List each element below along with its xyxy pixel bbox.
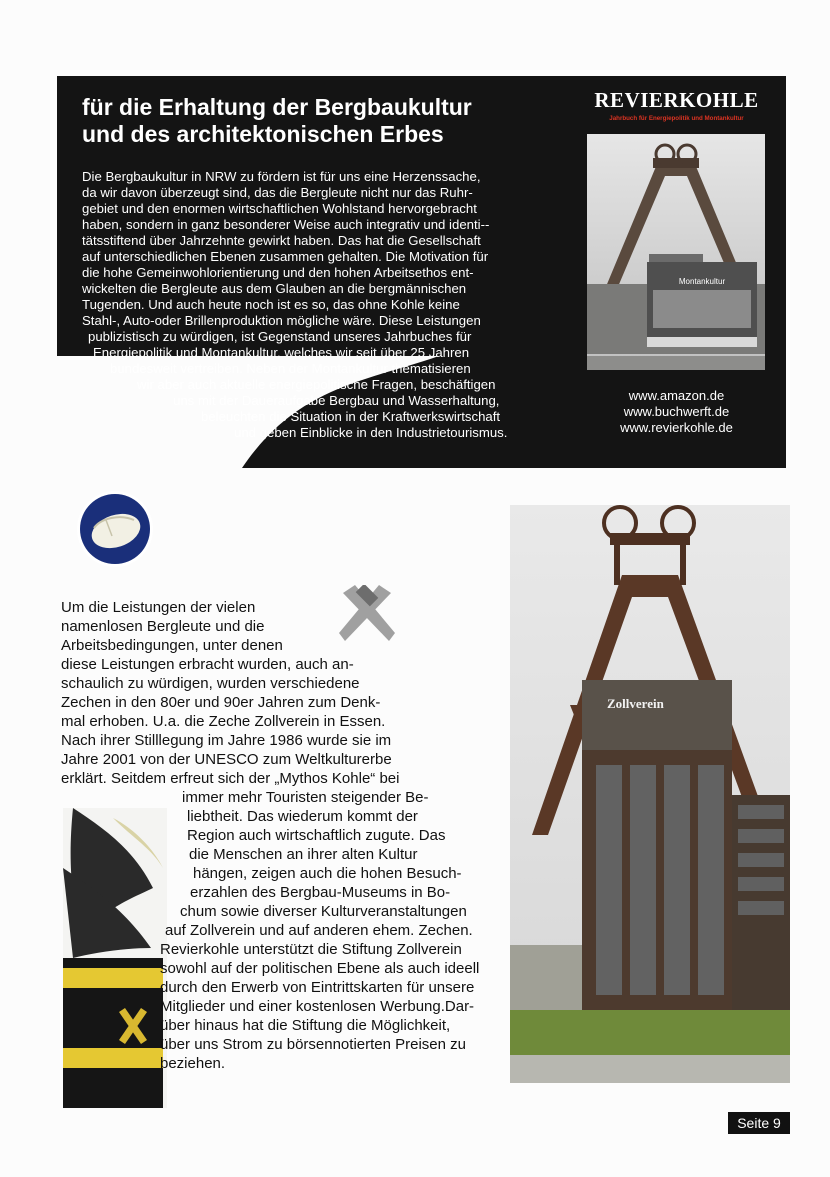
body-line: Jahre 2001 von der UNESCO zum Weltkulturerbe (61, 751, 392, 768)
book-title: REVIERKOHLE (594, 88, 759, 112)
body-line: Um die Leistungen der vielen (61, 599, 256, 616)
body-line: durch den Erwerb von Eintrittskarten für unsere (160, 979, 475, 996)
poster-text: Montankultur (678, 277, 726, 286)
intro-line: wir aber auch aktuelle energiepolitische Fragen, beschäftigen (137, 377, 496, 392)
body-line: Nach ihrer Stilllegung im Jahre 1986 wurde sie im (61, 732, 392, 749)
intro-line: und geben Einblicke in den Industrietourismus. (234, 425, 508, 440)
intro-line: bundesweit vertreiben. Neben der Montankultur thematisieren (110, 361, 471, 376)
body-line: mal erhoben. U.a. die Zeche Zollverein in Essen. (61, 713, 386, 730)
body-line: Region auch wirtschaftlich zugute. Das (187, 827, 446, 844)
intro-line: haben, sondern in ganz besonderer Weise auch integrativ und identi-- (82, 217, 490, 232)
headline-line-2: und des architektonischen Erbes (82, 121, 444, 147)
body-line: über hinaus hat die Stiftung die Möglichkeit, (160, 1017, 451, 1034)
book-url[interactable]: www.amazon.de (628, 388, 725, 403)
headline-line-1: für die Erhaltung der Bergbaukultur (82, 94, 472, 120)
body-line: schaulich zu würdigen, wurden verschiedene (61, 675, 360, 692)
intro-line: da wir davon überzeugt sind, das die Bergleute nicht nur das Ruhr- (82, 185, 473, 200)
intro-line: auf unterschiedlichen Ebenen zusammen gehalten. Die Motivation für (82, 249, 489, 264)
intro-line: gebiet und den enormen wirtschaftlichen Wohlstand hervorgebracht (82, 201, 477, 216)
miner-helmet-photo (63, 808, 167, 1108)
book-url[interactable]: www.revierkohle.de (620, 420, 733, 435)
body-line: namenlosen Bergleute und die (61, 618, 265, 635)
body-line: über uns Strom zu börsennotierten Preisen zu (160, 1036, 466, 1053)
mouse-icon[interactable] (76, 490, 154, 568)
body-line: chum sowie diverser Kulturveranstaltungen (180, 903, 467, 920)
hammers-icon (333, 585, 401, 645)
body-line: erklärt. Seitdem erfreut sich der „Mythos Kohle“ bei (61, 770, 400, 787)
body-line: liebtheit. Das wiederum kommt der (187, 808, 418, 825)
body-line: beziehen. (160, 1055, 226, 1072)
page-number: Seite 9 (728, 1112, 790, 1134)
body-line: Mitglieder und einer kostenlosen Werbung.Dar- (160, 998, 475, 1015)
intro-line: beleuchten die Situation in der Kraftwerkswirtschaft (201, 409, 501, 424)
intro-line: Stahl-, Auto-oder Brillenproduktion mögliche wäre. Diese Leistungen (82, 313, 481, 328)
body-line: hängen, zeigen auch die hohen Besuch- (193, 865, 462, 882)
page-headline (82, 94, 582, 148)
intro-line: wickelten die Bergleute aus dem Glauben an die bergmännischen (82, 281, 467, 296)
book-cover-image (587, 134, 765, 370)
zollverein-sign: Zollverein (607, 696, 664, 711)
body-line: Arbeitsbedingungen, unter denen (61, 637, 283, 654)
intro-line: Tugenden. Und auch heute noch ist es so, das ohne Kohle keine (82, 297, 460, 312)
intro-line: tätsstiftend über Jahrzehnte gewirkt haben. Das hat die Gesellschaft (82, 233, 481, 248)
intro-line: Die Bergbaukultur in NRW zu fördern ist für uns eine Herzenssache, (82, 169, 481, 184)
book-subtitle: Jahrbuch für Energiepolitik und Montankultur (609, 115, 744, 122)
body-line: erzahlen des Bergbau-Museums in Bo- (190, 884, 451, 901)
zollverein-photo (510, 505, 790, 1083)
body-line: Revierkohle unterstützt die Stiftung Zollverein (160, 941, 462, 958)
body-line: Zechen in den 80er und 90er Jahren zum Denk- (61, 694, 381, 711)
body-line: immer mehr Touristen steigender Be- (182, 789, 429, 806)
intro-line: uns mit der Daueraufgabe Bergbau und Wasserhaltung, (173, 393, 500, 408)
body-line: sowohl auf der politischen Ebene als auch ideell (160, 960, 480, 977)
body-line: die Menschen an ihrer alten Kultur (189, 846, 418, 863)
body-line: auf Zollverein und auf anderen ehem. Zechen. (165, 922, 473, 939)
intro-line: publizistisch zu würdigen, ist Gegenstand unseres Jahrbuches für (88, 329, 472, 344)
intro-line: Energiepolitik und Montankultur, welches wir seit über 25 Jahren (93, 345, 470, 360)
body-line: diese Leistungen erbracht wurden, auch an- (61, 656, 354, 673)
intro-line: die hohe Gemeinwohlorientierung und den hohen Arbeitsethos ent- (82, 265, 474, 280)
book-url[interactable]: www.buchwerft.de (623, 404, 730, 419)
